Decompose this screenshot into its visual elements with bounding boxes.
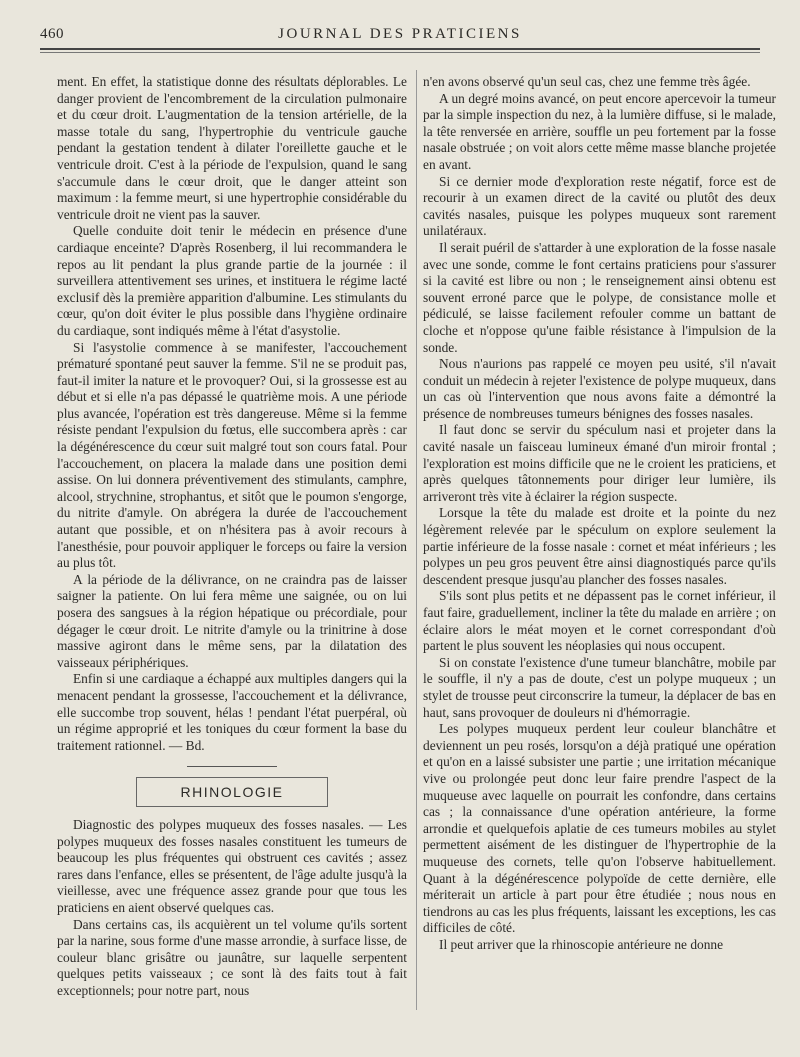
paragraph: Il serait puéril de s'attarder à une exploration de la fosse nasale avec une sonde, comme le font certains praticiens pour s'assurer si la cavité est libre ou non ; le renseignement ainsi obtenu est souvent erroné parce que le polype, de consistance molle et pédiculé, se laisse facilement refouler comme un battant de cloche et n'oppose qu'une faible résistance à l'impulsion de la sonde. [423, 239, 776, 355]
page-header [40, 26, 760, 50]
paragraph: ment. En effet, la statistique donne des résultats déplorables. Le danger provient de l'encombrement de la circulation pulmonaire et du cœur droit. L'augmentation de la tension artérielle, de la masse totale du sang, l'hypertrophie du ventricule gauche pendant la gestation tendent à dilater l'oreillette gauche et le ventricule droit. C'est à la période de l'expulsion, quand le sang s'accumule dans le cœur droit, que le danger atteint son maximum : la femme meurt, si une hypertrophie considérable du ventricule droit ne vient pas la sauver. [57, 74, 407, 222]
section-heading-box [136, 777, 328, 807]
header-rule [40, 48, 760, 50]
column-divider [416, 70, 417, 1010]
paragraph: Nous n'aurions pas rappelé ce moyen peu usité, s'il n'avait conduit un médecin à rejeter l'existence de polype muqueux, dans un cas où l'intervention que nous avons faite a démontré la présence de nombreuses tumeurs bénignes des fosses nasales. [423, 356, 776, 421]
section-title: RHINOLOGIE [180, 784, 284, 801]
paragraph: S'ils sont plus petits et ne dépassent pas le cornet inférieur, il faut faire, graduellement, incliner la tête du malade en arrière ; on éclaire alors le méat moyen et le cornet correspondant d'où partent le plus souvent les néoplasies qui nous occupent. [423, 588, 776, 654]
right-column [423, 74, 776, 953]
page-number: 460 [40, 26, 64, 42]
paragraph: A la période de la délivrance, on ne craindra pas de laisser saigner la patiente. On lui fera même une saignée, ou on lui posera des sangsues à la région hépatique ou précordiale, pour dégager le cœur droit. Le nitrite d'amyle ou la trinitrine à dose massive agiront dans le même sens, par la dilatation des vaisseaux périphériques. [57, 571, 407, 670]
paragraph: Enfin si une cardiaque a échappé aux multiples dangers qui la menacent pendant la grossesse, l'accouchement et la délivrance, elle succombe trop souvent, hélas ! pendant l'état puerpéral, où un régime approprié et les toniques du cœur forment la base du traitement rationnel. — Bd. [57, 671, 407, 753]
header-rule-thin [40, 52, 760, 53]
left-column [57, 74, 407, 999]
paragraph: Diagnostic des polypes muqueux des fosses nasales. — Les polypes muqueux des fosses nasales constituent les tumeurs de beaucoup les plus fréquentes qui obstruent ces cavités ; assez rares dans l'enfance, elles se présentent, de l'âge adulte jusqu'à la vieillesse, avec une fréquence assez grande pour que tous les praticiens en aient observé quelques cas. [57, 816, 407, 915]
paragraph: Lorsque la tête du malade est droite et la pointe du nez légèrement relevée par le spéculum on explore seulement la partie inférieure de la fosse nasale : cornet et méat inférieurs ; les polypes un peu gros peuvent être ainsi diagnostiqués parce qu'ils descendent presque jusqu'au plancher des fosses nasales. [423, 505, 776, 587]
running-title: JOURNAL DES PRATICIENS [278, 26, 522, 42]
section-separator [187, 766, 277, 767]
paragraph: Les polypes muqueux perdent leur couleur blanchâtre et deviennent un peu rosés, lorsqu'on a déjà pratiqué une opération et qu'on en a laissé subsister une partie ; une irritation mécanique vive ou prolongée peut donc leur faire prendre l'aspect de la muqueuse avec laquelle on pourrait les confondre, dans certains cas ; la connaissance d'une opération antérieure, la forme arrondie et quelquefois aplatie de ces tumeurs mobiles au stylet permettent aisément de les distinguer de l'hypertrophie de la muqueuse des cornets, telle qu'on l'observe habituellement. Quant à la dégénérescence polypoïde de cette dernière, elle mériterait un article à part pour être étudiée ; nous nous en tiendrons au cas les plus fréquents, laissant les exceptions, les cas difficiles de côté. [423, 721, 776, 936]
paragraph: Si on constate l'existence d'une tumeur blanchâtre, mobile par le souffle, il n'y a pas de doute, c'est un polype muqueux ; un stylet de trousse peut circonscrire la tumeur, la déplacer de bas en haut, sans provoquer de douleurs ni d'hémorragie. [423, 654, 776, 720]
paragraph: n'en avons observé qu'un seul cas, chez une femme très âgée. [423, 74, 751, 89]
paragraph: Quelle conduite doit tenir le médecin en présence d'une cardiaque enceinte? D'après Rosenberg, il lui recommandera le repos au lit pendant la plus grande partie de la journée : il surveillera attentivement ses urines, et instituera le régime lacté exclusif dès la première apparition d'albumine. Les stimulants du cœur, qu'on doit éviter le plus possible dans l'hygiène ordinaire du cardiaque, sont indiqués même à l'état d'asystolie. [57, 223, 407, 338]
paragraph: Il peut arriver que la rhinoscopie antérieure ne donne [439, 936, 724, 952]
paragraph: A un degré moins avancé, on peut encore apercevoir la tumeur par la simple inspection du nez, à la lumière diffuse, si le malade, la tête renversée en arrière, souffle un peu fortement par la fosse nasale obstruée ; on voit alors cette même masse blanche projetée en avant. [423, 90, 776, 172]
paragraph: Dans certains cas, ils acquièrent un tel volume qu'ils sortent par la narine, sous forme d'une masse arrondie, à surface lisse, de couleur blanc grisâtre ou jaunâtre, sur laquelle serpentent quelques petits vaisseaux ; ce sont là des faits tout à fait exceptionnels; pour notre part, nous [57, 916, 407, 998]
paragraph: Si l'asystolie commence à se manifester, l'accouchement prématuré spontané peut sauver la femme. S'il ne se produit pas, faut-il imiter la nature et le provoquer? Oui, si la grossesse est au début et si elle n'a pas dépassé le quatrième mois. A une période plus avancée, l'opération est très dangereuse. Même si la femme résiste pendant l'expulsion du fœtus, elle succombera après : car la dégénérescence du cœur suit malgré tout son cours fatal. Pour l'accouchement, on placera la malade dans une position demi assise. On lui donnera préventivement des stimulants, camphre, alcool, strychnine, strophantus, et sitôt que le poumon s'engorge, du nitrite d'amyle. On abrégera la durée de l'accouchement autant que possible, et on n'hésitera pas à avoir recours à l'anesthésie, pour pouvoir appliquer le forceps ou faire la version au plus tôt. [57, 339, 407, 571]
paragraph: Si ce dernier mode d'exploration reste négatif, force est de recourir à un examen direct de la cavité ou plutôt des deux cavités nasales, puisque les polypes muqueux sont rarement unilatéraux. [423, 173, 776, 239]
paragraph: Il faut donc se servir du spéculum nasi et projeter dans la cavité nasale un faisceau lumineux émané d'un miroir frontal ; l'exploration est moins difficile que ne le croient les praticiens, et après quelques tâtonnements pour diriger leur lumière, ils arriveront très vite à éclairer la région suspecte. [423, 422, 776, 504]
